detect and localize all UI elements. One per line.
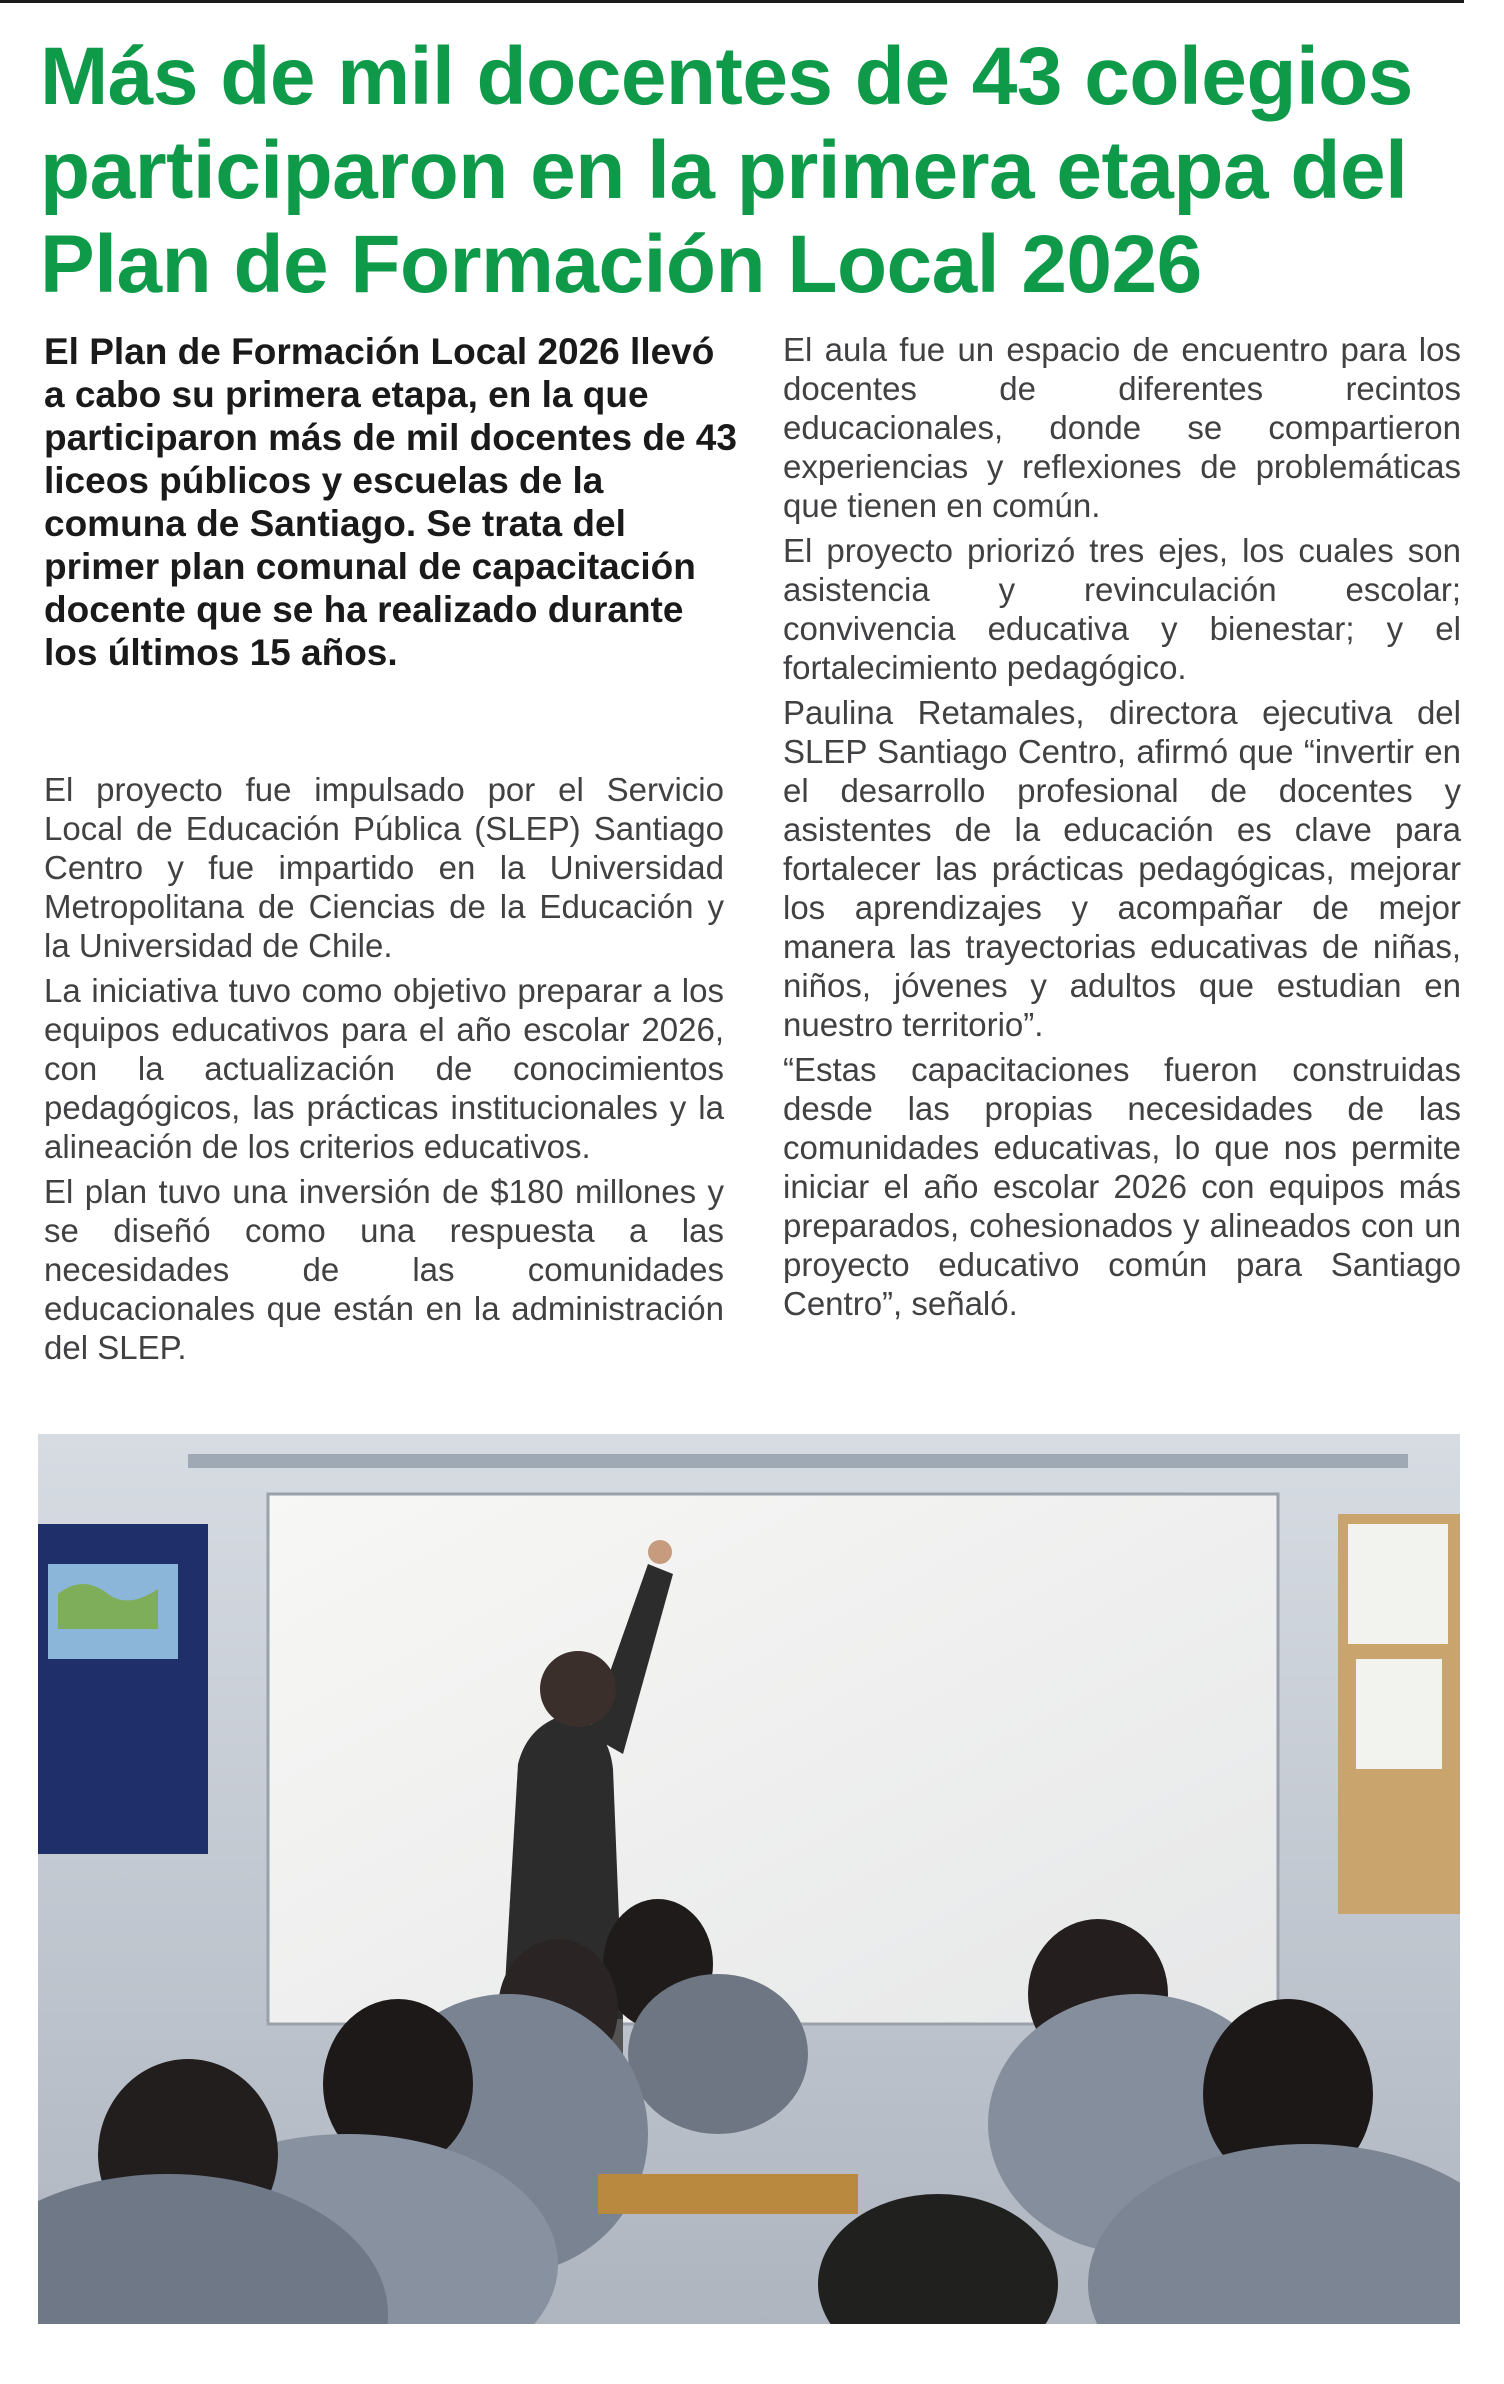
body-column-right xyxy=(783,330,1461,1329)
body-paragraph: Paulina Retamales, directora ejecutiva del SLEP Santiago Centro, afirmó que “invertir en el desarrollo profesional de docentes y asistentes de la educación es clave para fortalecer las prácticas pedagógicas, mejorar los aprendizajes y acompañar de mejor manera las trayectorias educativas de niñas, niños, jóvenes y adultos que estudian en nuestro territorio”. xyxy=(783,694,1461,1043)
body-paragraph: El proyecto priorizó tres ejes, los cuales son asistencia y revinculación escolar; convivencia educativa y bienestar; y el fortalecimiento pedagógico. xyxy=(783,532,1461,686)
article-lede: El Plan de Formación Local 2026 llevó a cabo su primera etapa, en la que participaron más de mil docentes de 43 liceos públicos y escuelas de la comuna de Santiago. Se trata del primer plan comunal de capacitación docente que se ha realizado durante los últimos 15 años. xyxy=(44,331,737,673)
body-paragraph: La iniciativa tuvo como objetivo preparar a los equipos educativos para el año escolar 2026, con la actualización de conocimientos pedagógicos, las prácticas institucionales y la alineación de los criterios educativos. xyxy=(44,972,724,1165)
body-paragraph: El proyecto fue impulsado por el Servicio Local de Educación Pública (SLEP) Santiago Centro y fue impartido en la Universidad Metropolitana de Ciencias de la Educación y la Universidad de Chile. xyxy=(44,771,724,964)
body-paragraph: “Estas capacitaciones fueron construidas desde las propias necesidades de las comunidades educativas, lo que nos permite iniciar el año escolar 2026 con equipos más preparados, cohesionados y alineados con un proyecto educativo común para Santiago Centro”, señaló. xyxy=(783,1051,1461,1322)
top-rule xyxy=(0,0,1464,3)
body-paragraph: El aula fue un espacio de encuentro para los docentes de diferentes recintos educacionales, donde se compartieron experiencias y reflexiones de problemáticas que tienen en común. xyxy=(783,331,1461,524)
article-headline: Más de mil docentes de 43 colegios participaron en la primera etapa del Plan de Formación Local 2026 xyxy=(40,31,1413,310)
classroom-photo xyxy=(38,1434,1460,2324)
body-paragraph: El plan tuvo una inversión de $180 millones y se diseñó como una respuesta a las necesidades de las comunidades educacionales que están en la administración del SLEP. xyxy=(44,1173,724,1366)
body-column-left xyxy=(44,770,724,1373)
